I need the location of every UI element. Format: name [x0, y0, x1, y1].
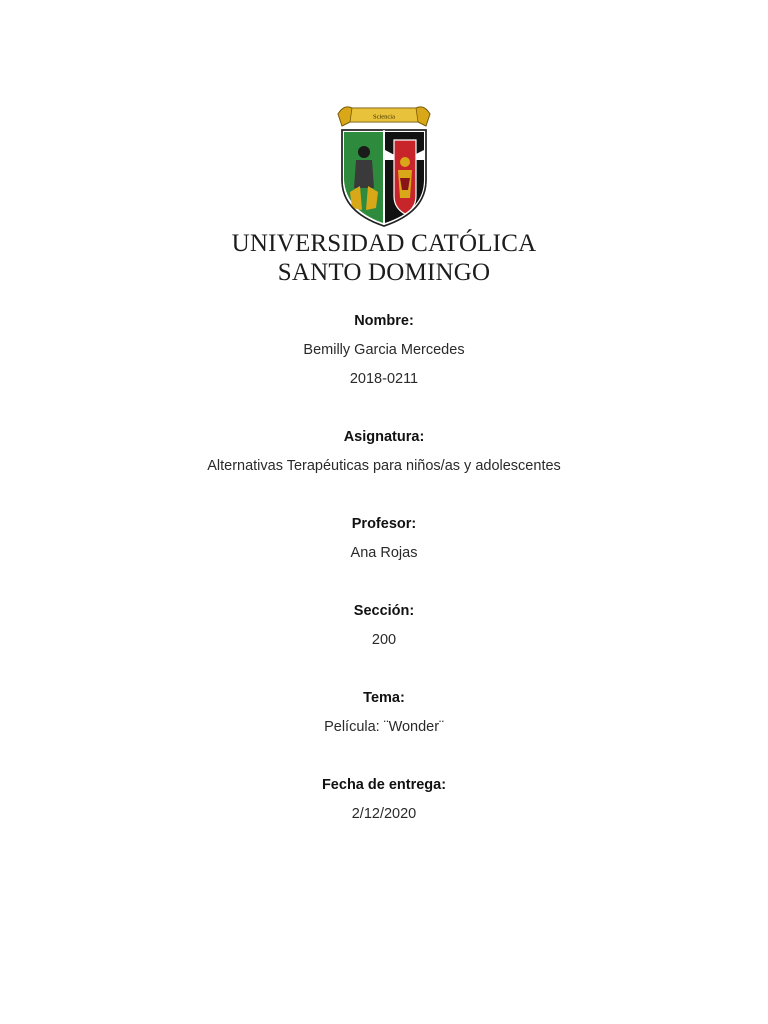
nombre-label: Nombre: — [354, 313, 414, 329]
crest-motto: Sciencia — [372, 113, 396, 121]
matricula-value: 2018-0211 — [349, 371, 419, 387]
asignatura-value: Alternativas Terapéuticas para niños/as y adolescentes — [207, 458, 561, 474]
asignatura-label: Asignatura: — [343, 429, 425, 445]
tema-label: Tema: — [363, 690, 405, 706]
university-name-line2: SANTO DOMINGO — [277, 259, 491, 286]
seccion-value: 200 — [371, 632, 397, 648]
fecha-entrega-value: 2/12/2020 — [351, 806, 417, 822]
seccion-label: Sección: — [353, 603, 415, 619]
profesor-label: Profesor: — [351, 516, 417, 532]
university-crest-logo — [334, 100, 434, 230]
tema-value: Película: ¨Wonder¨ — [324, 719, 444, 735]
nombre-value: Bemilly Garcia Mercedes — [303, 342, 465, 358]
fecha-entrega-label: Fecha de entrega: — [321, 777, 447, 793]
university-name-line1: UNIVERSIDAD CATÓLICA — [231, 230, 537, 257]
profesor-value: Ana Rojas — [350, 545, 418, 561]
